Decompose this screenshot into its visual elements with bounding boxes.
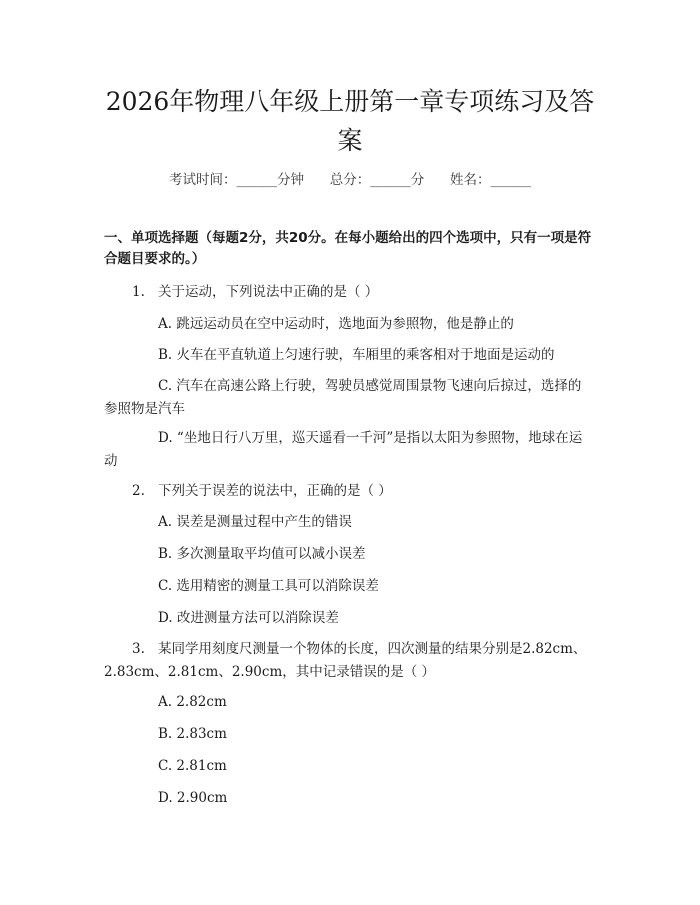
question-1 [104, 281, 594, 304]
question-2-stem: 下列关于误差的说法中，正确的是（ ） [158, 483, 392, 499]
question-2 [104, 480, 594, 503]
question-3-number: 3. [132, 641, 145, 657]
question-3-stem: 某同学用刻度尺测量一个物体的长度，四次测量的结果分别是2.82cm、2.83cm、2.81cm、2.90cm，其中记录错误的是（ ） [104, 641, 587, 680]
exam-time-field: 考试时间：______分钟 [169, 172, 304, 188]
question-1-number: 1. [132, 284, 145, 300]
total-score-field: 总分：______分 [329, 172, 425, 188]
question-1-option-c: C. 汽车在高速公路上行驶，驾驶员感觉周围景物飞速向后掠过，选择的参照物是汽车 [104, 378, 582, 417]
question-3-option-d: D. 2.90cm [158, 790, 228, 806]
question-2-option-c: C. 选用精密的测量工具可以消除误差 [158, 578, 379, 594]
question-1-option-d: D. “坐地日行八万里，巡天遥看一千河”是指以太阳为参照物，地球在运动 [104, 430, 583, 469]
question-2-option-b: B. 多次测量取平均值可以减小误差 [158, 546, 366, 562]
exam-meta [0, 168, 700, 188]
question-2-option-d: D. 改进测量方法可以消除误差 [158, 610, 339, 626]
question-1-option-b: B. 火车在平直轨道上匀速行驶，车厢里的乘客相对于地面是运动的 [158, 347, 555, 363]
question-2-number: 2. [132, 483, 145, 499]
question-1-option-a: A. 跳远运动员在空中运动时，选地面为参照物，他是静止的 [158, 316, 514, 332]
student-name-field: 姓名：______ [450, 172, 531, 188]
question-3-option-a: A. 2.82cm [158, 694, 227, 710]
question-3-option-b: B. 2.83cm [158, 726, 227, 742]
question-3-option-c: C. 2.81cm [158, 758, 227, 774]
section-heading: 一、单项选择题（每题2分，共20分。在每小题给出的四个选项中，只有一项是符合题目要求的。） [104, 230, 592, 267]
question-2-option-a: A. 误差是测量过程中产生的错误 [158, 514, 352, 530]
page-title: 2026年物理八年级上册第一章专项练习及答案 [105, 87, 595, 155]
question-1-stem: 关于运动，下列说法中正确的是（ ） [158, 284, 379, 300]
question-3 [104, 638, 594, 684]
